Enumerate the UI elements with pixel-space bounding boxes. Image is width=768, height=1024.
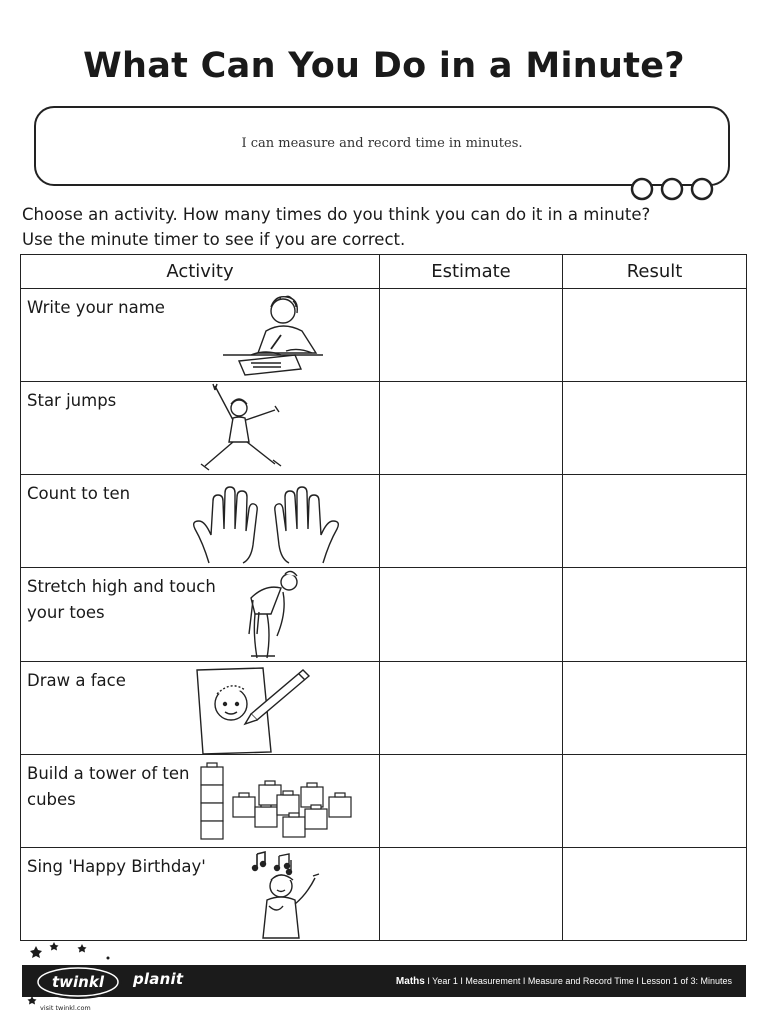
header-activity: Activity — [21, 255, 380, 289]
activity-label: Build a tower of ten cubes — [27, 763, 190, 809]
result-cell[interactable] — [563, 289, 747, 382]
activity-label: Draw a face — [27, 670, 126, 690]
activity-cell — [21, 475, 380, 568]
result-cell[interactable] — [563, 754, 747, 847]
table-header-row — [21, 255, 747, 289]
activity-label: Stretch high and touch your toes — [27, 577, 216, 623]
estimate-cell[interactable] — [380, 475, 563, 568]
lesson-info — [396, 965, 732, 997]
instruction-line: Use the minute timer to see if you are correct. — [22, 230, 406, 249]
table-row — [21, 754, 747, 847]
result-cell[interactable] — [563, 661, 747, 754]
subject-label: Maths — [395, 976, 425, 987]
activity-cell — [21, 754, 380, 847]
estimate-cell[interactable] — [380, 661, 563, 754]
child-singing-icon — [247, 850, 343, 940]
estimate-cell[interactable] — [380, 847, 563, 940]
activity-cell — [21, 847, 380, 940]
product-name: planit — [133, 970, 184, 988]
learning-objective-box — [34, 106, 730, 186]
estimate-cell[interactable] — [380, 289, 563, 382]
table-row — [21, 847, 747, 940]
result-cell[interactable] — [563, 847, 747, 940]
instructions — [22, 202, 752, 252]
activity-label: Star jumps — [27, 391, 117, 411]
page-title: What Can You Do in a Minute? — [83, 46, 685, 86]
activity-table — [20, 254, 747, 941]
activity-cell — [21, 661, 380, 754]
estimate-cell[interactable] — [380, 382, 563, 475]
activity-cell — [21, 382, 380, 475]
header-result: Result — [563, 255, 747, 289]
estimate-cell[interactable] — [380, 568, 563, 661]
result-cell[interactable] — [563, 568, 747, 661]
activity-label: Count to ten — [27, 484, 131, 504]
activity-cell — [21, 568, 380, 661]
instruction-line: Choose an activity. How many times do you think you can do it in a minute? — [22, 205, 651, 224]
lesson-details: I Year 1 I Measurement I Measure and Record Time I Lesson 1 of 3: Minutes — [424, 976, 732, 986]
table-row — [21, 661, 747, 754]
child-touching-toes-icon — [231, 570, 311, 660]
brand-name: twinkl — [52, 973, 104, 991]
table-row — [21, 568, 747, 661]
activity-label: Write your name — [27, 298, 165, 317]
header-estimate: Estimate — [380, 255, 563, 289]
table-row — [21, 289, 747, 382]
result-cell[interactable] — [563, 382, 747, 475]
visit-link[interactable]: visit twinkl.com — [40, 1004, 91, 1012]
estimate-cell[interactable] — [380, 754, 563, 847]
child-writing-icon — [211, 291, 331, 379]
rings-icon — [630, 177, 714, 201]
activity-label: Sing 'Happy Birthday' — [27, 856, 206, 876]
result-cell[interactable] — [563, 475, 747, 568]
learning-objective: I can measure and record time in minutes. — [241, 135, 523, 151]
table-row — [21, 382, 747, 475]
activity-cell — [21, 289, 380, 382]
table-row — [21, 475, 747, 568]
